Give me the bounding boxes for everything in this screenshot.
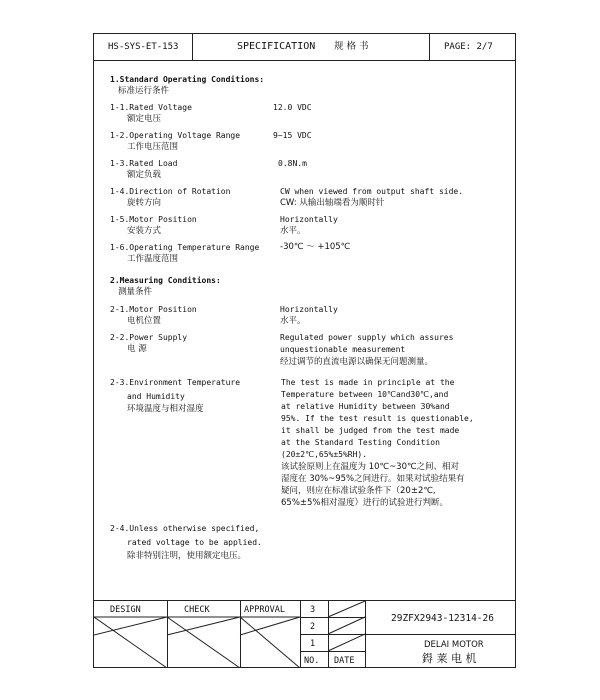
item-2-3-line: at the Standard Testing Condition [281, 438, 440, 447]
date-label: DATE [334, 656, 355, 666]
grid-line [300, 634, 515, 635]
item-2-2-value [280, 332, 453, 368]
grid-line [240, 601, 241, 668]
section1-title-zh: 标准运行条件 [118, 86, 170, 96]
item-2-2-line: Regulated power supply which assures [280, 333, 454, 342]
item-1-5-value-zh: 水平。 [280, 226, 306, 236]
item-1-5-label: 1-5.Motor Position [110, 215, 197, 224]
item-2-1-value: Horizontally [280, 305, 338, 314]
item-2-3-line: at relative Humidity between 30%and [281, 402, 450, 411]
item-1-1-label: 1-1.Rated Voltage [110, 103, 192, 112]
item-2-1-label-zh: 电机位置 [127, 316, 162, 326]
item-1-4-label-zh: 旋转方向 [127, 198, 162, 208]
item-2-3-line: 湿度在 30%~95%之间进行。如果对试验结果有 [281, 474, 465, 484]
company-name-en: DELAI MOTOR [424, 640, 484, 650]
item-1-3-label: 1-3.Rated Load [110, 159, 178, 168]
item-2-4-line: 除非特别注明，使用额定电压。 [127, 551, 247, 561]
header-divider [429, 34, 430, 60]
grid-line [300, 617, 365, 618]
item-2-3-line: The test is made in principle at the [281, 378, 455, 387]
doc-title-zh: 规 格 书 [334, 41, 369, 52]
section1-title: 1.Standard Operating Conditions: [110, 75, 265, 84]
item-1-3-label-zh: 额定负载 [127, 170, 162, 180]
item-1-1-label-zh: 额定电压 [127, 114, 162, 124]
page-number: PAGE: 2/7 [444, 42, 493, 52]
revision-1: 1 [310, 639, 316, 649]
item-1-2-label-zh: 工作电压范围 [127, 142, 179, 152]
section2-title: 2.Measuring Conditions: [110, 276, 221, 285]
item-2-3-line: 疑问，则应在标准试验条件下（20±2℃, [281, 486, 436, 496]
grid-line [300, 651, 365, 652]
part-number: 29ZFX2943-12314-26 [391, 613, 494, 624]
item-1-6-label: 1-6.Operating Temperature Range [110, 243, 260, 252]
item-1-5-value: Horizontally [280, 215, 338, 224]
item-2-3-label-zh: 环境温度与相对湿度 [127, 404, 204, 414]
item-1-6-label-zh: 工作温度范围 [127, 254, 179, 264]
item-1-2-value: 9~15 VDC [273, 131, 312, 140]
item-1-1-value: 12.0 VDC [273, 103, 312, 112]
doc-number: HS-SYS-ET-153 [108, 42, 179, 52]
section2-title-zh: 测量条件 [118, 287, 153, 297]
no-label: NO. [304, 656, 320, 666]
revision-2: 2 [310, 622, 316, 632]
revision-3: 3 [310, 605, 316, 615]
item-2-4-line: rated voltage to be applied. [127, 538, 262, 547]
item-2-1-value-zh: 水平。 [280, 316, 306, 326]
item-2-3-line: Temperature between 10℃and30℃,and [281, 390, 449, 399]
item-1-3-value: 0.8N.m [278, 159, 307, 168]
item-2-4-line: 2-4.Unless otherwise specified, [110, 524, 260, 533]
item-2-4 [110, 522, 262, 562]
item-1-4-value: CW when viewed from output shaft side. [280, 187, 464, 196]
item-2-3-line: 65%±5%相对湿度）进行的试验进行判断。 [281, 498, 449, 508]
title-block [94, 600, 515, 668]
item-1-5-label-zh: 安装方式 [127, 226, 162, 236]
item-2-2-line: 经过调节的直流电源以确保无问题测量。 [280, 357, 434, 367]
company-name-zh: 鍀 莱 电 机 [422, 652, 477, 665]
specification-sheet [93, 33, 516, 668]
item-2-3-value [281, 377, 474, 509]
item-1-6-value: -30℃ ～ +105℃ [280, 242, 351, 252]
header-divider [192, 34, 193, 60]
approval-label: APPROVAL [244, 605, 285, 615]
item-1-4-value-zh: CW: 从输出轴端看为顺时针 [280, 198, 385, 208]
grid-line [167, 601, 168, 668]
item-2-3-line: 95%. If the test result is questionable, [281, 414, 474, 423]
header-bar [94, 34, 515, 61]
item-2-2-label: 2-2.Power Supply [110, 333, 188, 342]
item-2-3-line: it shall be judged from the test made [281, 426, 460, 435]
check-label: CHECK [184, 605, 210, 615]
item-2-1-label: 2-1.Motor Position [110, 305, 197, 314]
item-1-2-label: 1-2.Operating Voltage Range [110, 131, 241, 140]
item-1-4-label: 1-4.Direction of Rotation [110, 187, 231, 196]
doc-title-en: SPECIFICATION [237, 41, 316, 52]
item-2-3-label: 2-3.Environment Temperature [110, 378, 241, 387]
item-2-2-line: unquestionable measurement [280, 345, 406, 354]
item-2-2-label-zh: 电 源 [127, 344, 147, 354]
design-label: DESIGN [110, 605, 141, 615]
item-2-3-line: 该试验原则上在温度为 10℃~30℃之间、相对 [281, 462, 460, 472]
item-2-3-label-line2: and Humidity [127, 392, 185, 401]
item-2-3-line: (20±2℃,65%±5%RH). [281, 450, 368, 459]
